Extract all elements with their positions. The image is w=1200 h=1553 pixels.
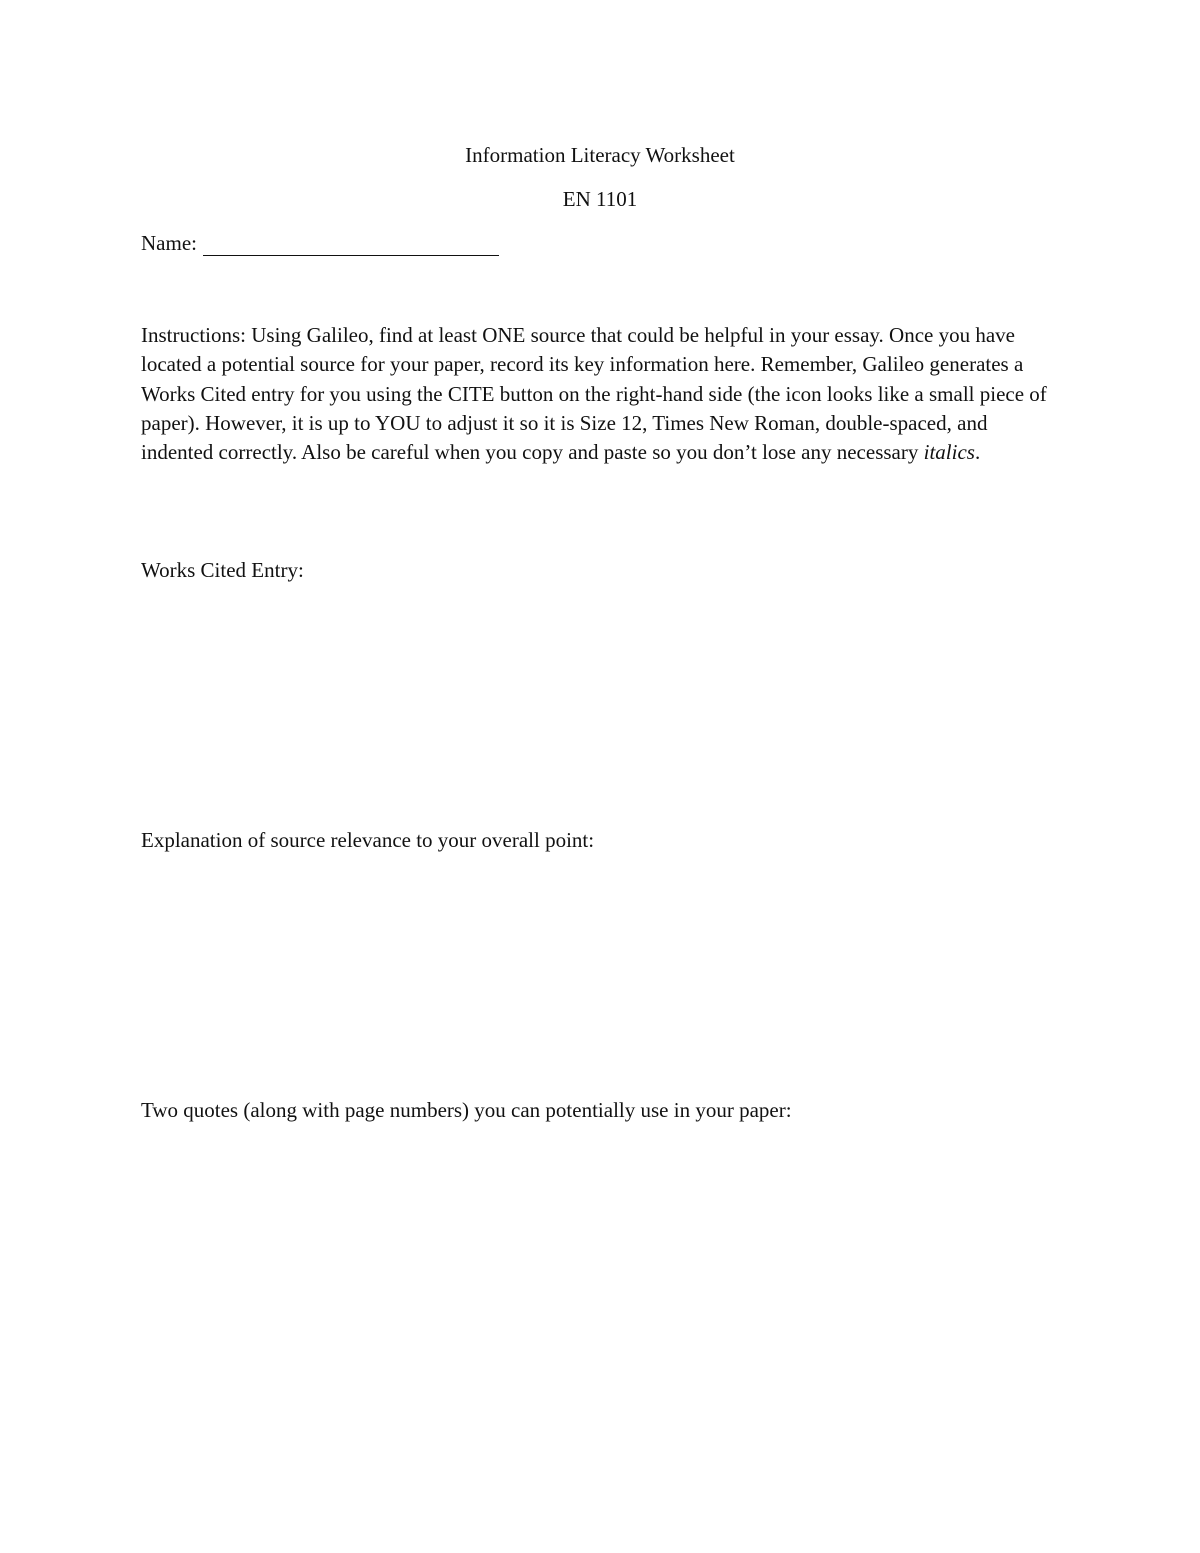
course-code: EN 1101 xyxy=(562,187,638,211)
quotes-label: Two quotes (along with page numbers) you can potentially use in your paper: xyxy=(141,1098,792,1122)
name-row xyxy=(141,231,499,256)
instructions-text: Instructions: Using Galileo, find at least ONE source that could be helpful in your essay. Once you have located a potential source for your paper, record its key information here. Remember, Galileo generates a Works Cited entry for you using the CITE button on the right-hand side (the icon looks like a small piece of paper). However, it is up to YOU to adjust it so it is Size 12, Times New Roman, double-spaced, and indented correctly. Also be careful when you copy and paste so you don’t lose any necessary xyxy=(141,323,1047,465)
instructions-paragraph xyxy=(141,321,1056,467)
page-title: Information Literacy Worksheet xyxy=(465,143,735,167)
instructions-end-punctuation: . xyxy=(974,440,981,465)
name-label: Name: xyxy=(141,231,197,255)
explanation-label: Explanation of source relevance to your overall point: xyxy=(141,828,595,852)
works-cited-label: Works Cited Entry: xyxy=(141,558,304,582)
instructions-italic-word: italics xyxy=(923,440,975,465)
name-blank-line[interactable] xyxy=(203,233,499,256)
